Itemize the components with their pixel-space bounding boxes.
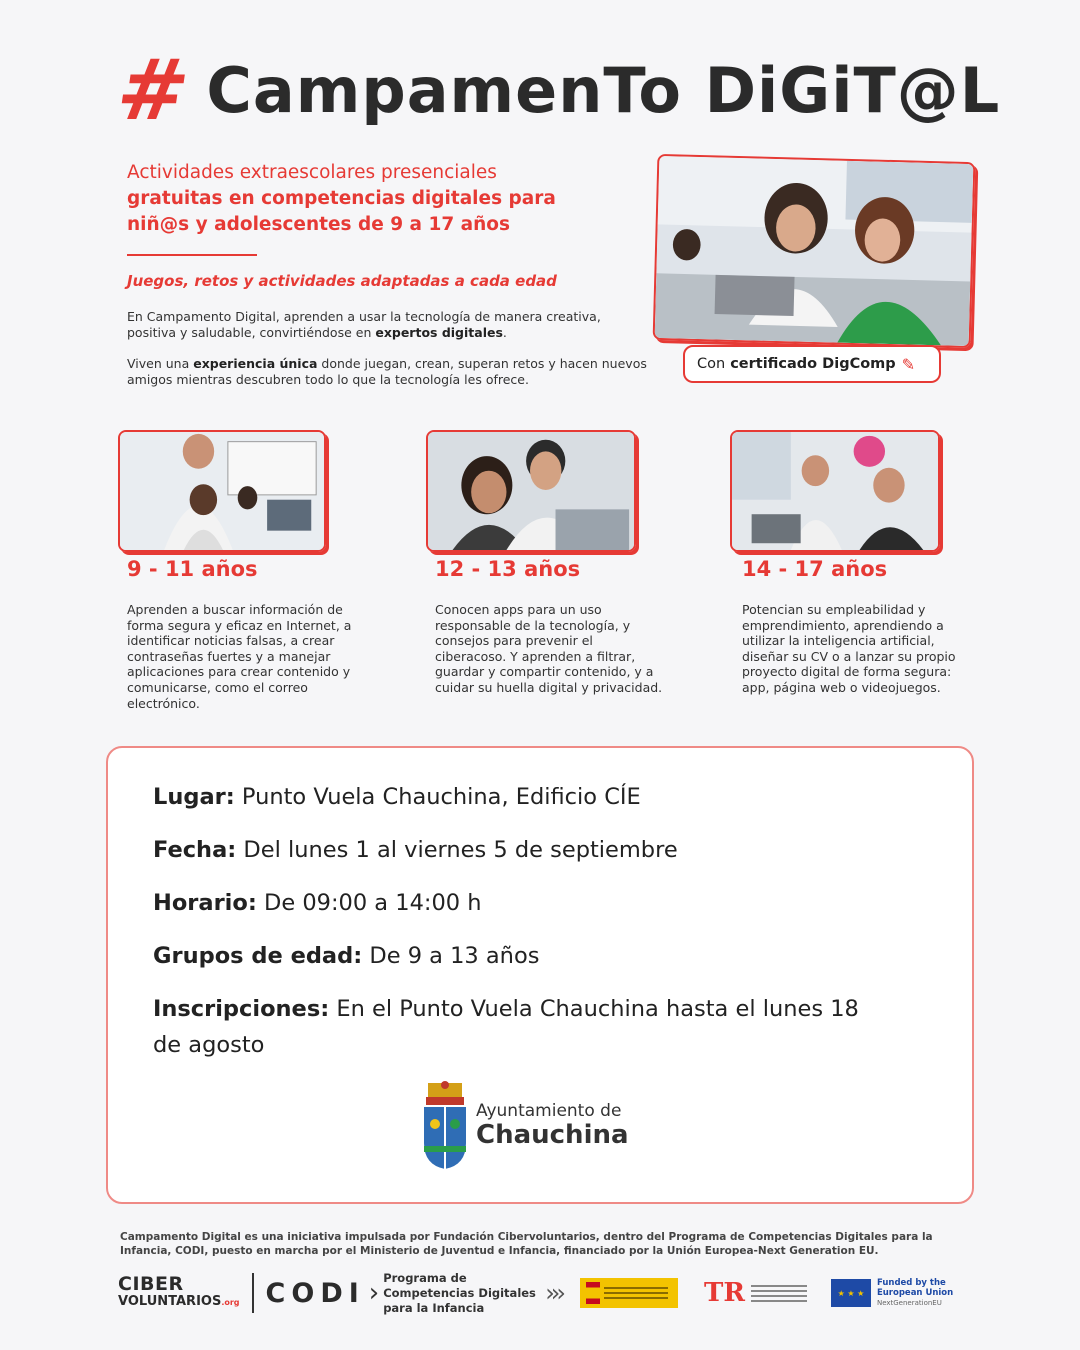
info-grupos: [153, 938, 873, 974]
triple-chevron-icon: ›››: [545, 1279, 562, 1307]
gobierno-espana-logo: [580, 1278, 678, 1308]
header: [111, 40, 1001, 140]
ayuntamiento-logo: [418, 1078, 638, 1172]
org-text: .org: [221, 1297, 240, 1307]
age-photo-12-13: [426, 430, 636, 552]
p2-text-b: experiencia única: [193, 356, 318, 371]
divider: [127, 254, 257, 256]
age-photo-14-17: [730, 430, 940, 552]
p1-text-a: En Campamento Digital, aprenden a usar la tecnología de manera creativa, positiva y saludable, convirtiéndose en: [127, 309, 601, 340]
eu-flag-icon: ★ ★ ★: [831, 1279, 871, 1307]
intro-line-1: Actividades extraescolares presenciales: [127, 162, 497, 183]
eu-logo: [831, 1278, 953, 1308]
hashtag-icon: #: [111, 41, 196, 139]
plan-recuperacion-logo: [704, 1278, 807, 1308]
sponsor-logos: [118, 1268, 968, 1318]
intro-paragraph-1: [127, 309, 647, 341]
grupos-value: De 9 a 13 años: [362, 943, 540, 969]
horario-value: De 09:00 a 14:00 h: [256, 890, 482, 916]
age-text-14-17: Potencian su empleabilidad y emprendimiento, aprendiendo a utilizar la inteligencia artificial, diseñar su CV o a lanzar su propio proyecto digital de forma segura: app, página web o videojuegos.: [742, 602, 956, 695]
logo-divider: [252, 1273, 254, 1313]
lugar-label: Lugar:: [153, 784, 235, 810]
footer-note: Campamento Digital es una iniciativa impulsada por Fundación Cibervoluntarios, dentro del Programa de Competencias Digitales para la Infancia, CODI, puesto en marcha por el Ministerio de Juventud e Infancia, financiado por la Unión Europea-Next Generation EU.: [120, 1231, 933, 1257]
intro-line-2: gratuitas en competencias digitales para: [127, 188, 556, 209]
age-title-9-11: 9 - 11 años: [127, 557, 258, 581]
grupos-label: Grupos de edad:: [153, 943, 363, 969]
ayuntamiento-line-2: Chauchina: [476, 1120, 629, 1150]
page-title: CampamenTo DiGiT@L: [206, 53, 1001, 127]
p2-text-c: donde juegan, crean, superan retos y hacen nuevos amigos mientras descubren todo lo que la tecnología les ofrece.: [127, 356, 647, 387]
certificate-badge: [683, 345, 941, 383]
intro-heading: [127, 160, 637, 238]
tr-mark: TR: [703, 1278, 745, 1308]
intro-line-3: niñ@s y adolescentes de 9 a 17 años: [127, 214, 511, 235]
info-lugar: [153, 779, 873, 815]
main-photo: [653, 154, 976, 348]
eu-line-3: NextGenerationEU: [876, 1299, 942, 1307]
chevron-right-icon: ›: [368, 1278, 380, 1308]
cibervoluntarios-logo: [118, 1272, 240, 1312]
eu-line-2: European Union: [876, 1288, 954, 1298]
voluntarios-text: VOLUNTARIOS: [118, 1293, 222, 1309]
certificate-label: certificado DigComp: [730, 356, 896, 372]
spain-flag-icon: [586, 1282, 600, 1304]
codi-subtitle: Programa de Competencias Digitales para la Infancia: [383, 1270, 536, 1315]
pen-icon: ✎: [901, 354, 916, 374]
ayuntamiento-line-1: Ayuntamiento de: [476, 1101, 622, 1121]
age-title-14-17: 14 - 17 años: [742, 557, 888, 581]
info-inscripciones: [153, 991, 873, 1063]
fecha-label: Fecha:: [153, 837, 237, 863]
age-title-12-13: 12 - 13 años: [435, 557, 581, 581]
age-photo-9-11: [118, 430, 326, 552]
age-text-12-13: Conocen apps para un uso responsable de la tecnología, y consejos para prevenir el ciberacoso. Y aprenden a filtrar, guardar y compartir contenido, y a cuidar su huella digital y privacidad.: [435, 602, 663, 695]
codi-logo: CODI: [265, 1277, 365, 1309]
p1-text-c: .: [502, 325, 507, 340]
horario-label: Horario:: [153, 890, 257, 916]
p1-text-b: expertos digitales: [375, 325, 503, 340]
fecha-value: Del lunes 1 al viernes 5 de septiembre: [236, 837, 678, 863]
lugar-value: Punto Vuela Chauchina, Edificio CÍE: [234, 784, 641, 810]
eu-line-1: Funded by the: [876, 1278, 946, 1288]
intro-paragraph-2: [127, 356, 647, 388]
certificate-prefix: Con: [697, 356, 726, 372]
intro-subtitle: Juegos, retos y actividades adaptadas a cada edad: [127, 272, 557, 290]
inscripciones-value: En el Punto Vuela Chauchina hasta el lunes 18 de agosto: [153, 996, 859, 1058]
info-horario: [153, 885, 873, 921]
coat-of-arms-icon: [418, 1079, 472, 1171]
info-fecha: [153, 832, 873, 868]
p2-text-a: Viven una: [127, 356, 194, 371]
ciber-text: CIBER: [118, 1272, 184, 1295]
age-text-9-11: Aprenden a buscar información de forma segura y eficaz en Internet, a identificar noticias falsas, a crear contraseñas fuertes y a manejar aplicaciones para crear contenido y comunicarse, como el correo electrónico.: [127, 602, 352, 711]
inscripciones-label: Inscripciones:: [153, 996, 330, 1022]
